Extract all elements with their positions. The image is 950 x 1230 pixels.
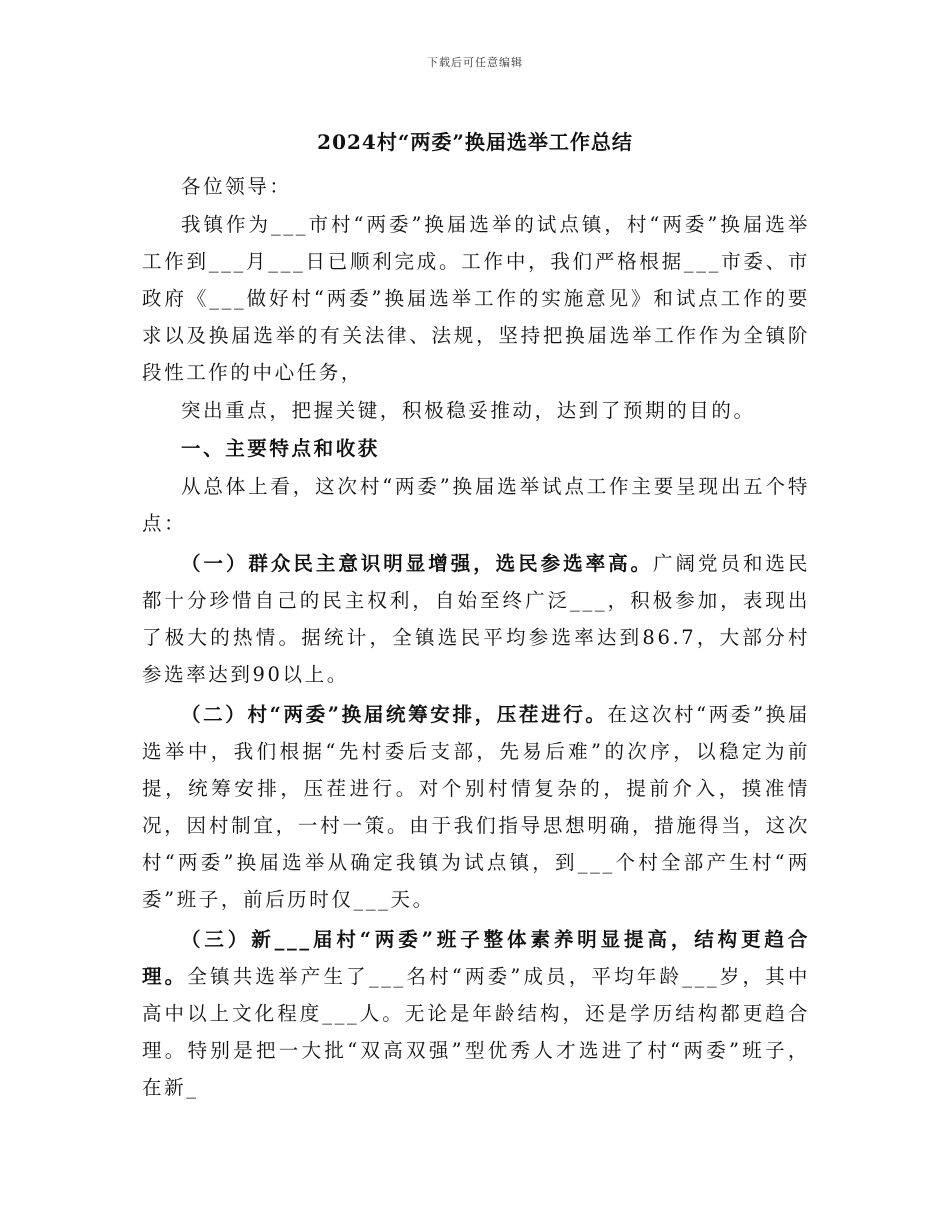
- feature-item-text: 广阔党员和选民都十分珍惜自己的民主权利，自始至终广泛___，积极参加，表现出了极大的热情。据统计，全镇选民平均参选率达到86.7，大部分村参选率达到90以上。: [142, 552, 810, 686]
- section-intro: 从总体上看，这次村“两委”换届选举试点工作主要呈现出五个特点：: [142, 475, 810, 535]
- feature-item-lead: （二）村“两委”换届统筹安排，压茬进行。: [181, 703, 608, 726]
- section-heading: 一、主要特点和收获: [181, 437, 380, 460]
- feature-item-lead: （三）新___届村“两委”班子整体素养明显提高，结构更趋合理。: [142, 928, 810, 988]
- document-title: 2024村“两委”换届选举工作总结: [317, 130, 633, 154]
- feature-item-text: 在这次村“两委”换届选举中，我们根据“先村委后支部，先易后难”的次序，以稳定为前提，统筹安排，压茬进行。对个别村情复杂的，提前介入，摸准情况，因村制宜，一村一策。由于我们指导思想明确，措施得当，这次村“两委”换届选举从确定我镇为试点镇，到___个村全部产生村“两委”班子，前后历时仅___天。: [142, 703, 810, 911]
- feature-item-3: [142, 921, 810, 1106]
- feature-item-1: [142, 545, 810, 693]
- feature-item-text: 全镇共选举产生了___名村“两委”成员，平均年龄___岁，其中高中以上文化程度___人。无论是年龄结构，还是学历结构都更趋合理。特别是把一大批“双高双强”型优秀人才选进了村“两委”班子，在新_: [142, 965, 811, 1099]
- document-body: [142, 168, 810, 1106]
- feature-item-2: [142, 696, 810, 918]
- header-note: 下载后可任意编辑: [427, 56, 523, 69]
- salutation: 各位领导：: [181, 175, 292, 198]
- intro-paragraph: 我镇作为___市村“两委”换届选举的试点镇，村“两委”换届选举工作到___月___日已顺利完成。工作中，我们严格根据___市委、市政府《___做好村“两委”换届选举工作的实施意见》和试点工作的要求以及换届选举的有关法律、法规，坚持把换届选举工作作为全镇阶段性工作的中心任务，: [142, 213, 810, 384]
- feature-item-lead: （一）群众民主意识明显增强，选民参选率高。: [181, 552, 654, 575]
- intro-paragraph-2: 突出重点，把握关键，积极稳妥推动，达到了预期的目的。: [181, 399, 756, 422]
